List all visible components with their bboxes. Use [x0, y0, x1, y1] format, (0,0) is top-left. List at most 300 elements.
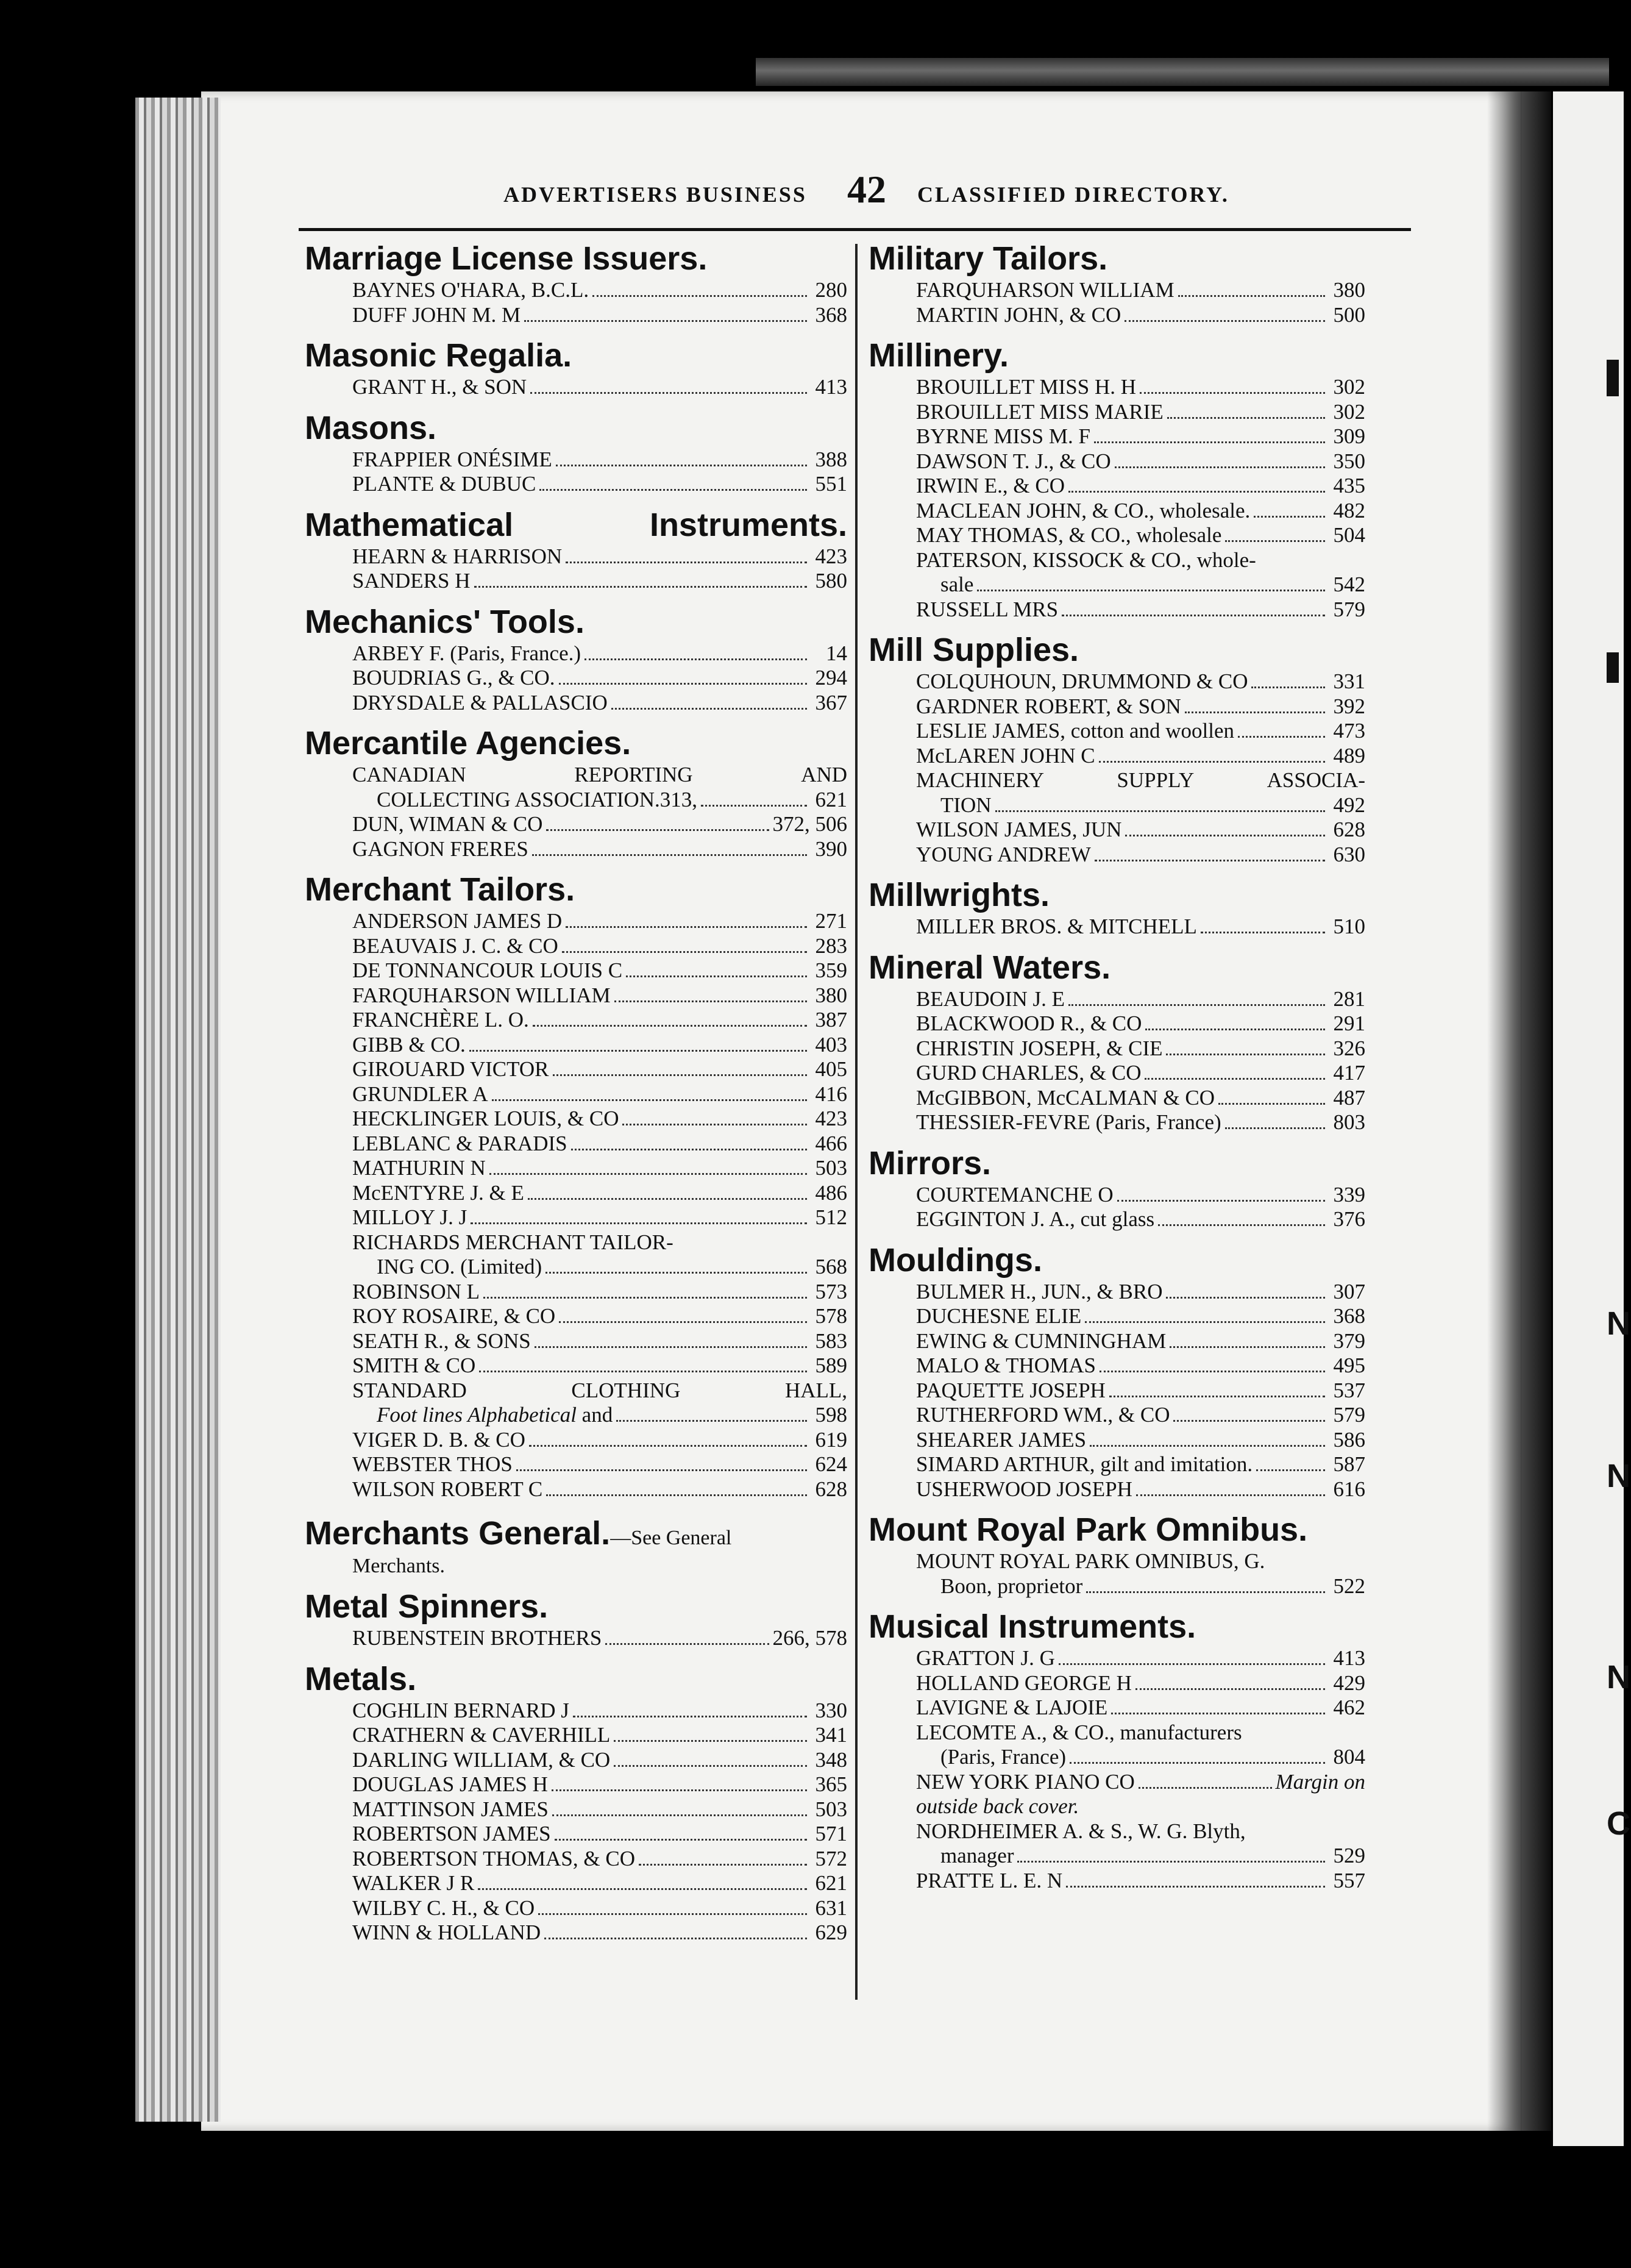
entry-name: ING CO. (Limited)	[377, 1255, 542, 1278]
entry-page: 630	[1333, 842, 1365, 866]
directory-entry	[916, 1869, 1365, 1894]
directory-entry	[352, 1304, 847, 1329]
section-heading-mercantile: Mercantile Agencies.	[305, 725, 631, 761]
entry-page: 571	[815, 1822, 847, 1845]
entries-musical-b	[916, 1869, 1365, 1894]
section-heading-marriage: Marriage License Issuers.	[305, 240, 708, 277]
directory-entry	[352, 1699, 847, 1724]
entry-name: YOUNG ANDREW	[916, 842, 1091, 866]
entry-name: ROY ROSAIRE, & CO	[352, 1304, 556, 1328]
entries-mill-supplies	[869, 669, 1365, 867]
dot-leader	[1095, 860, 1325, 861]
entries-military	[869, 278, 1365, 327]
dot-leader	[1125, 320, 1325, 322]
entry-name: IRWIN E., & CO	[916, 474, 1065, 497]
directory-entry	[916, 1844, 1365, 1869]
directory-entry	[352, 812, 847, 837]
dot-leader	[530, 392, 807, 394]
directory-entry	[352, 1181, 847, 1206]
dot-leader	[614, 1765, 807, 1767]
entries-musical-a	[916, 1646, 1365, 1721]
dot-leader	[611, 708, 807, 710]
dot-leader	[605, 1643, 769, 1645]
directory-entry	[352, 1353, 847, 1378]
directory-entry	[352, 375, 847, 400]
directory-entry	[916, 987, 1365, 1012]
directory-entry	[352, 1477, 847, 1502]
entry-page: 537	[1333, 1378, 1365, 1402]
directory-entry	[916, 597, 1365, 622]
directory-entry	[916, 1353, 1365, 1378]
entry-page: 392	[1333, 694, 1365, 718]
entry-name: DRYSDALE & PALLASCIO	[352, 690, 608, 715]
directory-entry	[352, 1329, 847, 1354]
directory-entry	[352, 1847, 847, 1872]
dot-leader	[555, 1839, 807, 1841]
section-heading-mill-supplies: Mill Supplies.	[869, 632, 1079, 668]
entry-name: MAY THOMAS, & CO., wholesale	[916, 523, 1222, 547]
directory-entry	[352, 958, 847, 983]
directory-entry	[352, 1033, 847, 1058]
entry-name: ANDERSON JAMES D	[352, 909, 563, 933]
directory-entry	[916, 669, 1365, 694]
dot-leader	[553, 1074, 808, 1076]
entry-page: 326	[1333, 1036, 1365, 1060]
entry-name: THESSIER-FEVRE (Paris, France)	[916, 1110, 1221, 1134]
dot-leader	[546, 829, 769, 831]
entry-name: (Paris, France)	[940, 1745, 1067, 1769]
dot-leader	[701, 805, 807, 807]
section-heading-merchants-general	[305, 1514, 847, 1558]
directory-entry	[916, 1011, 1365, 1036]
entry-page: 510	[1333, 915, 1365, 938]
directory-entry	[916, 694, 1365, 719]
section-heading-millinery: Millinery.	[869, 337, 1009, 374]
entry-name: SIMARD ARTHUR, gilt and imitation.	[916, 1452, 1253, 1476]
entry-name: LAVIGNE & LAJOIE	[916, 1696, 1108, 1719]
entries-millinery-b	[916, 597, 1365, 622]
entry-line: PATERSON, KISSOCK & CO., whole-	[916, 547, 1256, 572]
entry-name: sale	[940, 572, 974, 596]
entry-page: 307	[1333, 1279, 1365, 1303]
directory-entry	[916, 1036, 1365, 1061]
entry-name: HECKLINGER LOUIS, & CO	[352, 1107, 619, 1130]
entry-name: GRANT H., & SON	[352, 375, 527, 399]
directory-entry	[352, 1797, 847, 1822]
entry-page: 631	[815, 1895, 847, 1920]
dot-leader	[1059, 1663, 1325, 1665]
entry-name: BAYNES O'HARA, B.C.L.	[352, 278, 589, 302]
dot-leader	[524, 320, 807, 322]
entry-name: MILLER BROS. & MITCHELL	[916, 915, 1197, 938]
scan-top-band	[756, 58, 1609, 86]
dot-leader	[492, 1099, 807, 1101]
directory-entry	[352, 1403, 847, 1428]
directory-entry	[352, 1452, 847, 1477]
entry-name: CRATHERN & CAVERHILL	[352, 1723, 611, 1747]
dot-leader	[592, 295, 807, 297]
directory-entry	[916, 915, 1365, 940]
entry-page: 503	[815, 1156, 847, 1180]
directory-entry	[352, 1107, 847, 1132]
directory-entry	[916, 1745, 1365, 1770]
entry-line: LECOMTE A., & CO., manufacturers	[916, 1720, 1242, 1744]
entry-page: 462	[1333, 1696, 1365, 1719]
entry-line	[352, 1378, 847, 1403]
section-heading-mouldings: Mouldings.	[869, 1241, 1042, 1278]
entries-mount-royal	[869, 1549, 1365, 1599]
dot-leader	[614, 1740, 807, 1742]
entry-name: ROBERTSON THOMAS, & CO	[352, 1846, 635, 1870]
entry-page: 376	[1333, 1207, 1365, 1231]
entry-name: FRANCHÈRE L. O.	[352, 1008, 529, 1032]
entry-page: 330	[815, 1698, 847, 1722]
entry-page: 387	[815, 1008, 847, 1032]
entry-name: DUCHESNE ELIE	[916, 1304, 1082, 1328]
entry-name: FARQUHARSON WILLIAM	[352, 983, 611, 1007]
entry-note: Foot lines Alphabetical	[377, 1403, 577, 1427]
dot-leader	[1254, 516, 1325, 518]
section-heading-merchant-tailors: Merchant Tailors.	[305, 871, 575, 908]
directory-entry	[352, 1132, 847, 1157]
dot-leader	[562, 951, 807, 953]
directory-entry	[352, 448, 847, 472]
entry-page: 579	[1333, 597, 1365, 621]
dot-leader	[571, 1149, 807, 1150]
entries-mill-b	[916, 818, 1365, 867]
dot-leader	[552, 1814, 807, 1816]
section-heading-masonic: Masonic Regalia.	[305, 337, 572, 374]
dot-leader	[556, 465, 807, 466]
directory-entry	[916, 1574, 1365, 1599]
dot-leader	[614, 1000, 807, 1002]
entry-page: 413	[815, 375, 847, 399]
dot-leader	[1140, 392, 1325, 394]
entries-masonic	[305, 375, 847, 400]
directory-entry	[352, 544, 847, 569]
entry-name: WINN & HOLLAND	[352, 1920, 541, 1944]
dot-leader	[528, 1198, 807, 1200]
entries-tailors-a	[352, 909, 847, 1230]
entry-name: COLQUHOUN, DRUMMOND & CO	[916, 669, 1248, 693]
entry-page: 423	[815, 1107, 847, 1130]
entry-page: 629	[815, 1920, 847, 1944]
directory-entry	[916, 303, 1365, 328]
entry-page: 486	[815, 1180, 847, 1205]
entries-mouldings	[869, 1280, 1365, 1502]
entries-metal-spinners	[305, 1626, 847, 1651]
directory-entry	[916, 572, 1365, 597]
directory-entry	[916, 1452, 1365, 1477]
dot-leader	[489, 1173, 807, 1175]
entries-tailors-c	[352, 1428, 847, 1502]
directory-entry	[352, 1871, 847, 1896]
entry-name: GIROUARD VICTOR	[352, 1057, 549, 1081]
directory-entry	[916, 424, 1365, 449]
directory-entry	[916, 793, 1365, 818]
dot-leader	[1068, 491, 1325, 493]
dot-leader	[1167, 417, 1325, 419]
dot-leader	[1135, 1688, 1325, 1690]
heading-word: Instruments.	[649, 506, 847, 543]
dot-leader	[1068, 1004, 1325, 1006]
dot-leader	[529, 1445, 807, 1447]
entry-word: MACHINERY	[916, 768, 1045, 792]
entry-name: MARTIN JOHN, & CO	[916, 302, 1121, 327]
entries-musical	[869, 1646, 1365, 1893]
entry-page: 416	[815, 1082, 847, 1106]
directory-entry	[352, 1723, 847, 1748]
directory-entry	[916, 1183, 1365, 1208]
dot-leader	[1178, 295, 1325, 297]
entry-page: 551	[815, 472, 847, 496]
entry-name: BLACKWOOD R., & CO	[916, 1011, 1142, 1035]
entry-name: BYRNE MISS M. F	[916, 424, 1090, 448]
directory-entry	[916, 1428, 1365, 1453]
entry-page: 503	[815, 1797, 847, 1821]
entry-note-cont: outside back cover.	[916, 1794, 1079, 1818]
section-heading-mount-royal: Mount Royal Park Omnibus.	[869, 1511, 1308, 1548]
entry-name: FARQUHARSON WILLIAM	[916, 278, 1174, 302]
dot-leader	[1017, 1861, 1325, 1863]
entry-note: Margin on	[1275, 1769, 1365, 1794]
directory-entry	[352, 641, 847, 666]
entry-page: 628	[1333, 818, 1365, 841]
sliver-letter: N	[1607, 1659, 1630, 1696]
dot-leader	[1099, 761, 1325, 763]
entry-name: RUBENSTEIN BROTHERS	[352, 1626, 602, 1650]
entry-page: 580	[815, 569, 847, 593]
entry-name: RUSSELL MRS	[916, 597, 1059, 621]
section-heading-military: Military Tailors.	[869, 240, 1108, 277]
entry-page: 578	[815, 1304, 847, 1328]
entry-name: USHERWOOD JOSEPH	[916, 1477, 1132, 1501]
entry-page: 473	[1333, 719, 1365, 743]
entry-name: VIGER D. B. & CO	[352, 1427, 525, 1452]
entry-page: 294	[815, 666, 847, 690]
entry-page: 492	[1333, 793, 1365, 817]
section-heading-masons: Masons.	[305, 409, 437, 446]
entry-name: McLAREN JOHN C	[916, 743, 1095, 768]
gutter-shadow	[1487, 91, 1551, 2131]
dot-leader	[585, 658, 807, 660]
entries-millinery	[869, 375, 1365, 622]
directory-entry	[352, 1205, 847, 1230]
entry-name: BROUILLET MISS MARIE	[916, 399, 1164, 424]
running-header	[0, 163, 1624, 212]
directory-entry	[352, 934, 847, 959]
entry-name: SMITH & CO	[352, 1353, 476, 1377]
entry-page: 302	[1333, 375, 1365, 399]
dot-leader	[483, 1297, 807, 1299]
entry-name: DOUGLAS JAMES H	[352, 1772, 548, 1796]
entry-line: MOUNT ROYAL PARK OMNIBUS, G.	[916, 1549, 1265, 1573]
directory-entry	[916, 1207, 1365, 1232]
entry-name: DUFF JOHN M. M	[352, 302, 521, 327]
entry-page: 621	[815, 1871, 847, 1895]
sliver-letter: C	[1607, 1805, 1630, 1842]
directory-entry	[352, 666, 847, 691]
dot-leader	[1125, 835, 1325, 836]
dot-leader	[533, 1025, 807, 1027]
directory-entry	[352, 983, 847, 1008]
entry-name: GIBB & CO.	[352, 1032, 466, 1057]
entry-page: 487	[1333, 1085, 1365, 1110]
entry-line: NORDHEIMER A. & S., W. G. Blyth,	[916, 1819, 1246, 1843]
dot-leader	[478, 1888, 807, 1890]
entry-name: COLLECTING ASSOCIATION.313,	[377, 787, 697, 811]
entries-mineral-waters	[869, 987, 1365, 1135]
entry-name: Boon, proprietor	[940, 1574, 1083, 1598]
directory-entry	[916, 400, 1365, 425]
dot-leader	[977, 590, 1325, 591]
entry-page: 589	[815, 1353, 847, 1377]
dot-leader	[1070, 1762, 1325, 1764]
entry-name: DARLING WILLIAM, & CO	[352, 1747, 611, 1772]
entry-name: manager	[940, 1844, 1014, 1867]
directory-entry	[352, 1428, 847, 1453]
entry-name: GAGNON FRERES	[352, 836, 528, 861]
heading-word: Mathematical	[305, 506, 514, 543]
entry-page: 350	[1333, 449, 1365, 473]
dot-leader	[516, 1469, 807, 1471]
directory-entry	[916, 375, 1365, 400]
directory-entry	[352, 472, 847, 497]
directory-entry	[916, 1646, 1365, 1671]
dot-leader	[539, 489, 807, 491]
entries-millinery-a	[916, 375, 1365, 548]
directory-entry	[352, 1156, 847, 1181]
dot-leader	[1158, 1224, 1325, 1226]
entry-page: 367	[815, 690, 847, 715]
entry-name: NEW YORK PIANO CO	[916, 1769, 1135, 1794]
dot-leader	[479, 1371, 807, 1372]
entry-page: 423	[815, 544, 847, 568]
entry-name: BROUILLET MISS H. H	[916, 375, 1137, 399]
entry-name: McENTYRE J. & E	[352, 1180, 524, 1205]
entry-page: 557	[1333, 1868, 1365, 1892]
entry-name: PRATTE L. E. N	[916, 1868, 1063, 1892]
directory-entry	[916, 474, 1365, 499]
entry-name: DAWSON T. J., & CO	[916, 449, 1111, 473]
directory-entry	[352, 909, 847, 934]
entry-name: TION	[940, 793, 992, 817]
dot-leader	[1062, 615, 1325, 616]
entry-name: ARBEY F. (Paris, France.)	[352, 641, 581, 665]
entry-name: MACLEAN JOHN, & CO., wholesale.	[916, 498, 1251, 522]
entry-page: 380	[815, 983, 847, 1007]
dot-leader	[535, 1346, 807, 1348]
dot-leader	[1238, 736, 1325, 738]
entry-name: WILSON ROBERT C	[352, 1477, 543, 1501]
entry-word: CLOTHING	[571, 1378, 681, 1402]
entry-word: CANADIAN	[352, 763, 466, 786]
entry-page: 621	[815, 787, 847, 811]
entry-name: MILLOY J. J	[352, 1205, 467, 1229]
dot-leader	[616, 1420, 807, 1422]
entry-name: LEBLANC & PARADIS	[352, 1131, 567, 1155]
entry-page: 341	[815, 1723, 847, 1747]
entries-mill-a	[916, 669, 1365, 768]
section-heading-mineral-waters: Mineral Waters.	[869, 949, 1111, 986]
directory-entry	[352, 1280, 847, 1305]
directory-entry	[916, 523, 1365, 548]
entry-line: RICHARDS MERCHANT TAILOR-	[352, 1230, 673, 1254]
dot-leader	[1170, 1346, 1325, 1348]
entry-name: WEBSTER THOS	[352, 1452, 513, 1476]
dot-leader	[1201, 932, 1325, 933]
dot-leader	[566, 562, 807, 563]
entry-name: ROBERTSON JAMES	[352, 1822, 551, 1845]
entry-name: EWING & CUMNINGHAM	[916, 1328, 1167, 1353]
entry-name: GARDNER ROBERT, & SON	[916, 694, 1181, 718]
dot-leader	[544, 1938, 807, 1939]
entry-page: 331	[1333, 669, 1365, 693]
entry-page: 568	[815, 1255, 847, 1278]
sliver-letter: N	[1607, 1458, 1630, 1494]
entry-name: McGIBBON, McCALMAN & CO	[916, 1085, 1215, 1110]
sliver-letter: N	[1607, 1305, 1630, 1342]
entry-page: 495	[1333, 1353, 1365, 1377]
dot-leader	[1100, 1371, 1325, 1372]
directory-entry	[916, 818, 1365, 843]
directory-entry	[352, 1626, 847, 1651]
dot-leader	[474, 586, 807, 588]
directory-entry	[352, 278, 847, 303]
entry-word: AND	[801, 763, 847, 786]
entry-page: 388	[815, 447, 847, 471]
entry-word: and	[581, 1403, 613, 1427]
entry-name: WILBY C. H., & CO	[352, 1895, 535, 1920]
dot-leader	[1251, 686, 1325, 688]
dot-leader	[1136, 1494, 1325, 1496]
directory-entry	[916, 1770, 1365, 1795]
entry-name: MATHURIN N	[352, 1156, 486, 1180]
entry-page: 619	[815, 1427, 847, 1452]
entry-page: 512	[815, 1205, 847, 1229]
dot-leader	[1094, 441, 1325, 443]
directory-entry	[916, 1329, 1365, 1354]
directory-entry	[352, 1255, 847, 1280]
entry-name: HOLLAND GEORGE H	[916, 1671, 1132, 1695]
entry-page: 587	[1333, 1452, 1365, 1476]
directory-entry	[352, 1748, 847, 1773]
entries-mirrors	[869, 1183, 1365, 1232]
dot-leader	[1085, 1321, 1325, 1323]
dot-leader	[546, 1494, 807, 1496]
directory-entry	[352, 1822, 847, 1847]
entry-page: 390	[815, 836, 847, 861]
entry-page: 804	[1333, 1745, 1365, 1769]
directory-entry	[352, 1082, 847, 1107]
dot-leader	[1166, 1054, 1325, 1055]
dot-leader	[573, 1716, 807, 1717]
directory-entry	[916, 1110, 1365, 1135]
dot-leader	[1109, 1396, 1325, 1397]
dot-leader	[1173, 1420, 1325, 1422]
entry-page: 359	[815, 958, 847, 982]
dot-leader	[1225, 540, 1325, 542]
entry-name: SANDERS H	[352, 569, 471, 593]
entry-page: 291	[1333, 1011, 1365, 1035]
header-left-text: ADVERTISERS BUSINESS	[503, 182, 807, 207]
dot-leader	[1256, 1469, 1325, 1471]
page-number: 42	[847, 168, 886, 211]
directory-entry	[916, 1280, 1365, 1305]
section-heading-mechanics: Mechanics' Tools.	[305, 603, 585, 640]
entry-page: 309	[1333, 424, 1365, 448]
dot-leader	[532, 854, 807, 856]
